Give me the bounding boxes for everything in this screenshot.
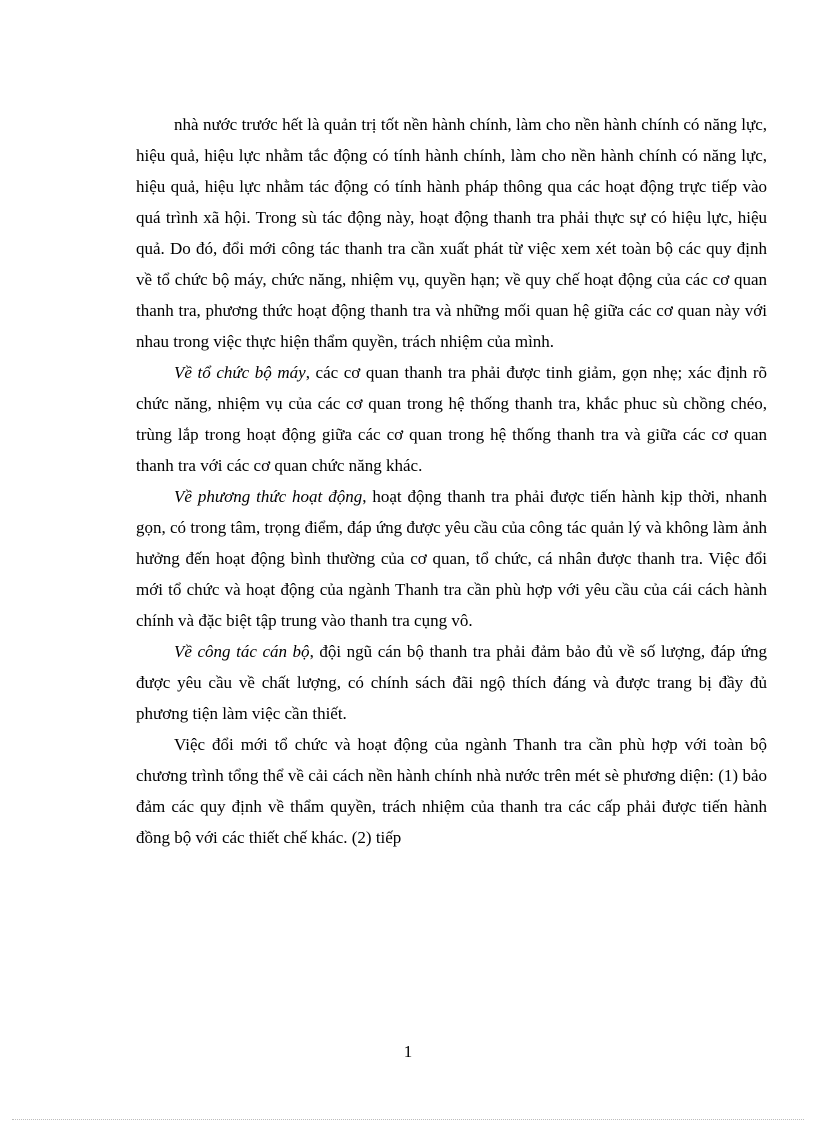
paragraph-text: , các cơ quan thanh tra phải được tinh giảm, gọn nhẹ; xác định rõ chức năng, nhiệm vụ của các cơ quan trong hệ thống thanh tra, khắc phuc sù chồng chéo, trùng lắp trong hoạt động giữa các cơ quan trong hệ thống thanh tra và giữa các cơ quan thanh tra với các cơ quan chức năng khác. (136, 363, 767, 475)
document-body (136, 109, 767, 853)
paragraph-text: , đội ngũ cán bộ thanh tra phải đảm bảo đủ về số lượng, đáp ứng được yêu cầu về chất lượng, có chính sách đãi ngộ thích đáng và được trang bị đầy đủ phương tiện làm việc cần thiết. (136, 642, 767, 723)
paragraph-method (136, 481, 767, 636)
paragraph (136, 729, 767, 853)
paragraph-lead: Về phương thức hoạt động (174, 487, 363, 506)
paragraph-staff (136, 636, 767, 729)
paragraph-text: , hoạt động thanh tra phải được tiến hành kịp thời, nhanh gọn, có trong tâm, trọng điểm, đáp ứng được yêu cầu của công tác quản lý và không làm ảnh hưởng đến hoạt động bình thường của cơ quan, tổ chức, cá nhân được thanh tra. Việc đổi mới tổ chức và hoạt động của ngành Thanh tra cần phù hợp với yêu cầu của cái cách hành chính và đặc biệt tập trung vào thanh tra cụng vô. (136, 487, 767, 630)
paragraph-lead: Về công tác cán bộ (174, 642, 310, 661)
page-number: 1 (403, 1042, 413, 1061)
paragraph-lead: Về tổ chức bộ máy (174, 363, 306, 382)
paragraph-text: nhà nước trước hết là quản trị tốt nền hành chính, làm cho nền hành chính có năng lực, hiệu quả, hiệu lực nhằm tắc động có tính hành chính, làm cho nền hành chính có năng lực, hiệu quả, hiệu lực nhằm tác động có tính hành pháp thông qua các hoạt động trực tiếp vào quá trình xã hội. Trong sù tác động này, hoạt động thanh tra phải thực sự có hiệu lực, hiệu quả. Do đó, đổi mới công tác thanh tra cần xuất phát từ việc xem xét toàn bộ các quy định về tổ chức bộ máy, chức năng, nhiệm vụ, quyền hạn; về quy chế hoạt động của các cơ quan thanh tra, phương thức hoạt động thanh tra và những mối quan hệ giữa các cơ quan này với nhau trong việc thực hiện thẩm quyền, trách nhiệm của mình. (136, 115, 767, 351)
paragraph-organization (136, 357, 767, 481)
paragraph-text: Việc đổi mới tổ chức và hoạt động của ngành Thanh tra cần phù hợp với toàn bộ chương trình tổng thể về cải cách nền hành chính nhà nước trên mét sè phương diện: (1) bảo đảm các quy định về thẩm quyền, trách nhiệm của thanh tra các cấp phải được tiến hành đồng bộ với các thiết chế khác. (2) tiếp (136, 735, 767, 847)
paragraph (136, 109, 767, 357)
page-bottom-divider (12, 1119, 804, 1120)
